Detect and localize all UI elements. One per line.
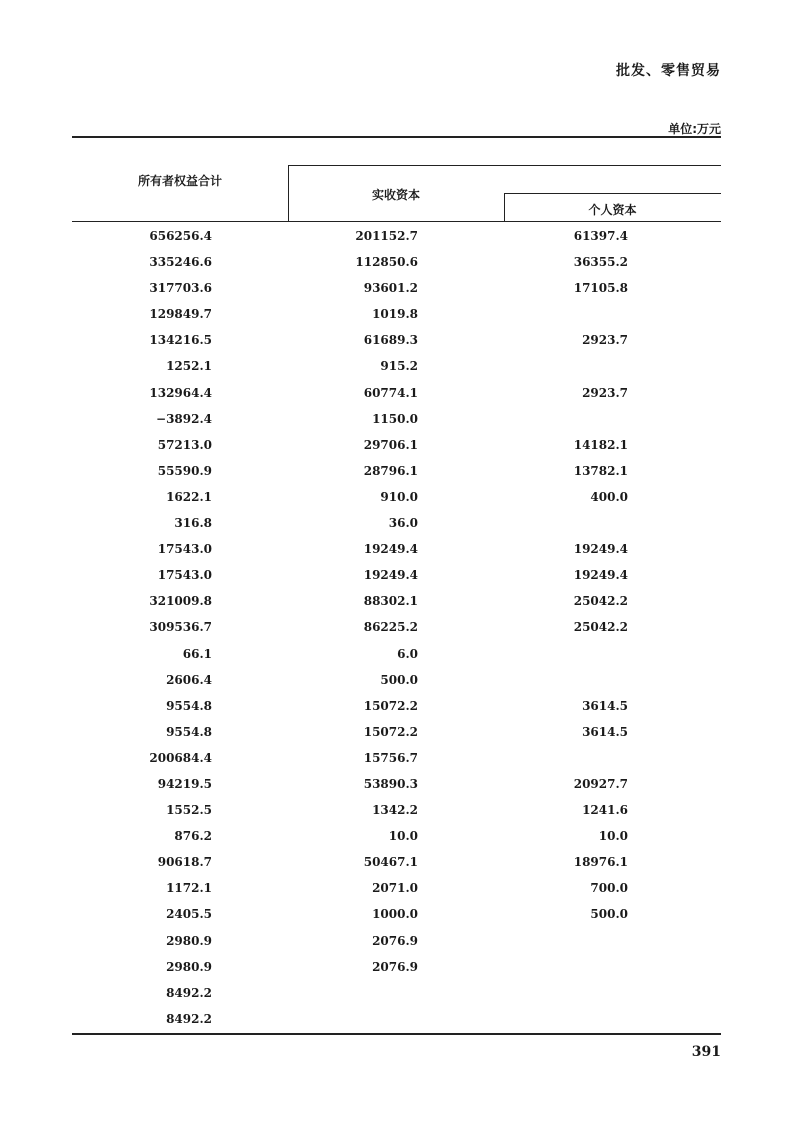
total-equity-cell: 1622.1 — [166, 489, 212, 504]
paid-in-capital-cell: 2076.9 — [372, 933, 418, 948]
total-equity-cell: 876.2 — [174, 829, 212, 844]
table-row — [72, 457, 721, 483]
individual-capital-cell: 36355.2 — [573, 255, 628, 270]
table-row — [72, 248, 721, 274]
table-row — [72, 953, 721, 979]
table-row — [72, 718, 721, 744]
individual-capital-cell: 2923.7 — [582, 333, 628, 348]
table-row — [72, 770, 721, 796]
column-header-total-equity: 所有者权益合计 — [137, 174, 222, 188]
individual-capital-cell: 10.0 — [598, 829, 628, 844]
column-header-paid-in-capital: 实收资本 — [371, 188, 420, 202]
table-row — [72, 640, 721, 666]
individual-capital-cell: 3614.5 — [582, 698, 628, 713]
total-equity-cell: 309536.7 — [149, 620, 212, 635]
paid-in-capital-cell: 915.2 — [380, 359, 418, 374]
paid-in-capital-cell: 28796.1 — [363, 463, 418, 478]
individual-capital-cell — [418, 352, 628, 378]
paid-in-capital-cell — [212, 1005, 418, 1031]
individual-capital-cell — [418, 666, 628, 692]
paid-in-capital-cell: 61689.3 — [363, 333, 418, 348]
paid-in-capital-cell: 500.0 — [380, 672, 418, 687]
individual-capital-cell: 500.0 — [590, 907, 628, 922]
table-row — [72, 352, 721, 378]
paid-in-capital-cell: 10.0 — [388, 829, 418, 844]
paid-in-capital-cell: 93601.2 — [363, 281, 418, 296]
unit-label: 单位:万元 — [668, 122, 721, 136]
table-row — [72, 979, 721, 1005]
individual-capital-cell: 13782.1 — [573, 463, 628, 478]
paid-in-capital-cell: 1342.2 — [372, 803, 418, 818]
total-equity-cell: 9554.8 — [166, 698, 212, 713]
paid-in-capital-cell: 201152.7 — [355, 229, 418, 243]
total-equity-cell: 94219.5 — [157, 776, 212, 791]
table-row — [72, 900, 721, 926]
individual-capital-cell: 2923.7 — [582, 385, 628, 400]
total-equity-cell: 2980.9 — [166, 933, 212, 948]
total-equity-cell: −3892.4 — [156, 411, 212, 426]
paid-in-capital-cell — [212, 979, 418, 1005]
table-row — [72, 431, 721, 457]
total-equity-cell: 2980.9 — [166, 959, 212, 974]
individual-capital-cell — [418, 744, 628, 770]
paid-in-capital-cell: 1019.8 — [372, 307, 418, 322]
section-title: 批发、零售贸易 — [616, 63, 721, 79]
total-equity-cell: 317703.6 — [149, 281, 212, 296]
table-row — [72, 666, 721, 692]
individual-capital-cell — [418, 979, 628, 1005]
paid-in-capital-cell: 53890.3 — [363, 776, 418, 791]
paid-in-capital-cell: 15072.2 — [363, 698, 418, 713]
total-equity-cell: 66.1 — [182, 646, 212, 661]
total-equity-cell: 656256.4 — [149, 229, 212, 243]
paid-in-capital-cell: 60774.1 — [363, 385, 418, 400]
total-equity-cell: 17543.0 — [157, 542, 212, 557]
table-row — [72, 927, 721, 953]
total-equity-cell: 90618.7 — [157, 855, 212, 870]
total-equity-cell: 9554.8 — [166, 724, 212, 739]
paid-in-capital-cell: 29706.1 — [363, 437, 418, 452]
total-equity-cell: 1252.1 — [166, 359, 212, 374]
table-row — [72, 535, 721, 561]
table-row — [72, 822, 721, 848]
paid-in-capital-cell: 15072.2 — [363, 724, 418, 739]
table-row — [72, 326, 721, 352]
paid-in-capital-cell: 36.0 — [388, 516, 418, 531]
individual-capital-cell: 700.0 — [590, 881, 628, 896]
paid-in-capital-cell: 2076.9 — [372, 959, 418, 974]
individual-capital-cell: 25042.2 — [573, 594, 628, 609]
top-rule — [72, 136, 721, 138]
table-body — [72, 222, 721, 1031]
individual-capital-cell: 18976.1 — [573, 855, 628, 870]
individual-capital-cell: 17105.8 — [573, 281, 628, 296]
individual-capital-cell — [418, 953, 628, 979]
paid-in-capital-cell: 2071.0 — [372, 881, 418, 896]
total-equity-cell: 1172.1 — [166, 881, 212, 896]
paid-in-capital-cell: 86225.2 — [363, 620, 418, 635]
table-row — [72, 692, 721, 718]
table-row — [72, 274, 721, 300]
table-row — [72, 222, 721, 248]
individual-capital-cell: 400.0 — [590, 489, 628, 504]
paid-in-capital-cell: 910.0 — [380, 489, 418, 504]
total-equity-cell: 8492.2 — [166, 1011, 212, 1026]
table-row — [72, 848, 721, 874]
individual-capital-cell: 25042.2 — [573, 620, 628, 635]
total-equity-cell: 1552.5 — [166, 803, 212, 818]
individual-capital-cell: 3614.5 — [582, 724, 628, 739]
table-row — [72, 379, 721, 405]
table-row — [72, 744, 721, 770]
table-row — [72, 587, 721, 613]
individual-capital-cell: 20927.7 — [573, 776, 628, 791]
page-number: 391 — [691, 1044, 721, 1060]
individual-capital-cell — [418, 640, 628, 666]
table-row — [72, 796, 721, 822]
total-equity-cell: 335246.6 — [149, 255, 212, 270]
individual-capital-cell: 1241.6 — [582, 803, 628, 818]
header-span-line-1 — [288, 165, 721, 166]
paid-in-capital-cell: 6.0 — [397, 646, 418, 661]
table-row — [72, 405, 721, 431]
individual-capital-cell: 19249.4 — [573, 542, 628, 557]
total-equity-cell: 200684.4 — [149, 750, 212, 765]
total-equity-cell: 2405.5 — [166, 907, 212, 922]
bottom-rule — [72, 1033, 721, 1035]
total-equity-cell: 17543.0 — [157, 568, 212, 583]
table-row — [72, 1005, 721, 1031]
total-equity-cell: 316.8 — [174, 516, 212, 531]
individual-capital-cell — [418, 927, 628, 953]
column-header-individual-capital: 个人资本 — [588, 203, 637, 217]
individual-capital-cell: 61397.4 — [573, 229, 628, 243]
individual-capital-cell — [418, 1005, 628, 1031]
individual-capital-cell: 19249.4 — [573, 568, 628, 583]
table-row — [72, 483, 721, 509]
individual-capital-cell — [418, 509, 628, 535]
total-equity-cell: 2606.4 — [166, 672, 212, 687]
header-span-line-2 — [504, 193, 721, 194]
paid-in-capital-cell: 112850.6 — [355, 255, 418, 270]
total-equity-cell: 55590.9 — [157, 463, 212, 478]
table-row — [72, 561, 721, 587]
individual-capital-cell — [418, 300, 628, 326]
paid-in-capital-cell: 1000.0 — [372, 907, 418, 922]
table-row — [72, 613, 721, 639]
paid-in-capital-cell: 15756.7 — [363, 750, 418, 765]
total-equity-cell: 8492.2 — [166, 985, 212, 1000]
total-equity-cell: 57213.0 — [157, 437, 212, 452]
paid-in-capital-cell: 50467.1 — [363, 855, 418, 870]
paid-in-capital-cell: 19249.4 — [363, 542, 418, 557]
table-row — [72, 300, 721, 326]
paid-in-capital-cell: 88302.1 — [363, 594, 418, 609]
table-row — [72, 874, 721, 900]
individual-capital-cell — [418, 405, 628, 431]
individual-capital-cell: 14182.1 — [573, 437, 628, 452]
paid-in-capital-cell: 19249.4 — [363, 568, 418, 583]
table-row — [72, 509, 721, 535]
total-equity-cell: 321009.8 — [149, 594, 212, 609]
total-equity-cell: 129849.7 — [149, 307, 212, 322]
total-equity-cell: 134216.5 — [149, 333, 212, 348]
total-equity-cell: 132964.4 — [149, 385, 212, 400]
paid-in-capital-cell: 1150.0 — [372, 411, 418, 426]
